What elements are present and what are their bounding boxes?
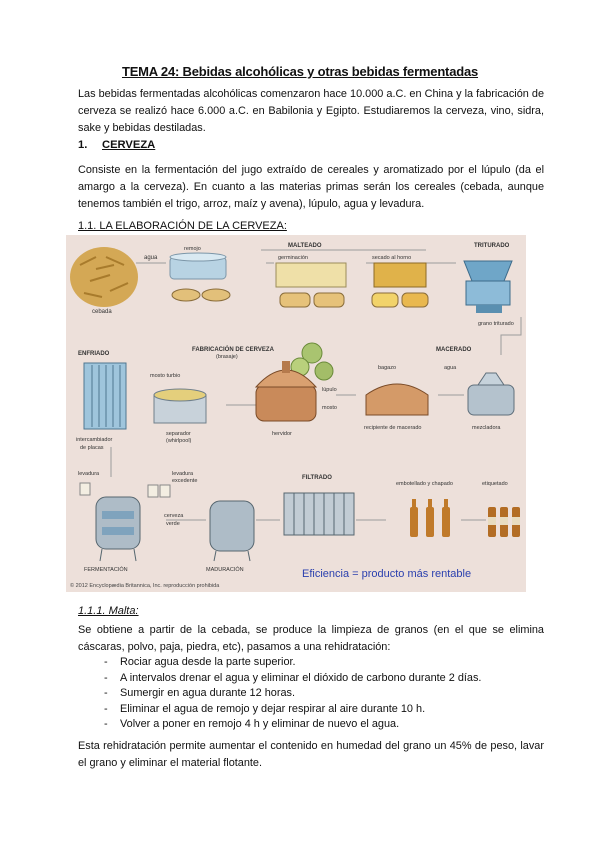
mixer-icon: [468, 373, 514, 415]
steeping-tanks-icon: [170, 253, 230, 301]
subsection-heading: 1.1. LA ELABORACIÓN DE LA CERVEZA:: [78, 220, 287, 232]
label-secado: secado al horno: [372, 255, 412, 261]
label-agua-macerado: agua: [444, 365, 457, 371]
label-agua: agua: [144, 255, 158, 261]
figure-copyright: © 2012 Encyclopædia Britannica, Inc. reproducción prohibida: [70, 583, 220, 589]
label-etiquetado: etiquetado: [482, 481, 508, 487]
maturation-tank-icon: [210, 501, 254, 561]
label-fermentacion: FERMENTACIÓN: [84, 567, 128, 573]
mash-tun-icon: [366, 384, 428, 415]
figure-eficiencia-note: Eficiencia = producto más rentable: [302, 568, 472, 580]
label-cerveza-verde-sub: verde: [166, 521, 180, 527]
step-text: A intervalos drenar el agua y eliminar el dióxido de carbono durante 2 días.: [120, 671, 482, 684]
yeast-cups-icon: [80, 483, 170, 497]
step-text: Sumergir en agua durante 12 horas.: [120, 687, 295, 700]
label-intercambiador: intercambiador: [76, 437, 113, 443]
label-levadura-excedente: levadura: [172, 471, 194, 477]
cerveza-paragraph: Consiste en la fermentación del jugo extraído de cereales y aromatizado por el lúpulo (da el amargo a la cerveza). En cuanto a las materias primas serán los cereales (cebada, aunque tenemos también el trigo, arroz, maíz y avena), lúpulo, agua y levadura.: [78, 164, 544, 211]
section-title: CERVEZA: [102, 139, 156, 151]
label-fabricacion-sub: (brasaje): [216, 354, 238, 360]
label-maduracion: MADURACIÓN: [206, 567, 244, 573]
section-heading-cerveza: [78, 139, 155, 151]
malta-steps-list: [78, 655, 481, 733]
step-text: Eliminar el agua de remojo y dejar respirar al aire durante 10 h.: [120, 702, 426, 715]
label-embotellado: embotellado y chapado: [396, 481, 453, 487]
malta-closing-paragraph: Esta rehidratación permite aumentar el contenido en humedad del grano un 45% de peso, lavar el grano y eliminar el material flotante.: [78, 740, 544, 770]
label-cerveza-verde: cerveza: [164, 513, 184, 519]
label-germinacion: germinación: [278, 255, 308, 261]
malta-paragraph: Se obtiene a partir de la cebada, se produce la limpieza de granos (en el que se elimina cáscaras, polvo, paja, piedra, etc), pasamos a una rehidratación:: [78, 624, 544, 654]
filter-press-icon: [284, 493, 354, 535]
mill-icon: [464, 261, 512, 313]
document-title: TEMA 24: Bebidas alcohólicas y otras bebidas fermentadas: [121, 64, 479, 79]
beer-process-diagram: [66, 235, 526, 592]
list-item: - Eliminar el agua de remojo y dejar respirar al aire durante 10 h.: [104, 702, 426, 715]
germination-trays-icon: [276, 263, 346, 307]
list-item: - A intervalos drenar el agua y eliminar el dióxido de carbono durante 2 días.: [104, 671, 482, 684]
label-recipiente: recipiente de macerado: [364, 425, 422, 431]
label-levadura-excedente-sub: excedente: [172, 478, 198, 484]
label-filtrado: FILTRADO: [302, 475, 332, 481]
label-macerado: MACERADO: [436, 347, 472, 353]
list-item: - Volver a poner en remojo 4 h y eliminar de nuevo el agua.: [104, 718, 400, 731]
label-malteado: MALTEADO: [288, 243, 322, 249]
label-enfriado: ENFRIADO: [78, 351, 110, 357]
intro-paragraph: Las bebidas fermentadas alcohólicas comenzaron hace 10.000 a.C. en China y la fabricación de cerveza se realizó hace 6.000 a.C. en Babilonia y Egipto. Estudiaremos la cerveza, vino, sidra, sake y bebidas destiladas.: [78, 88, 544, 135]
label-cebada: cebada: [92, 309, 112, 315]
label-mosto-turbio: mosto turbio: [150, 373, 181, 379]
label-grano-triturado: grano triturado: [478, 321, 514, 327]
label-intercambiador-sub: de placas: [80, 445, 104, 451]
label-triturado: TRITURADO: [474, 243, 510, 249]
plate-heat-exchanger-icon: [84, 363, 126, 429]
whirlpool-separator-icon: [154, 389, 206, 423]
label-remojo: remojo: [184, 246, 201, 252]
label-separador-sub: (whirlpool): [166, 438, 192, 444]
list-item: - Rociar agua desde la parte superior.: [104, 656, 296, 668]
bottles-icon: [410, 499, 450, 537]
barley-pile-icon: [70, 247, 138, 307]
label-levadura: levadura: [78, 471, 100, 477]
label-hervidor: hervidor: [272, 431, 292, 437]
label-bagazo: bagazo: [378, 365, 397, 371]
label-separador: separador: [166, 431, 191, 437]
labeled-bottles-icon: [488, 507, 520, 537]
kiln-trays-icon: [372, 263, 428, 307]
beer-process-figure: [66, 235, 526, 592]
list-item: - Sumergir en agua durante 12 horas.: [104, 687, 295, 700]
label-mosto: mosto: [322, 405, 337, 411]
label-lupulo: lúpulo: [322, 387, 337, 393]
label-fabricacion: FABRICACIÓN DE CERVEZA: [192, 347, 274, 353]
step-text: Volver a poner en remojo 4 h y eliminar de nuevo el agua.: [120, 718, 400, 731]
fermentation-tank-icon: [96, 497, 140, 561]
section-number: 1.: [78, 139, 88, 151]
malta-heading: 1.1.1. Malta:: [78, 605, 139, 617]
step-text: Rociar agua desde la parte superior.: [120, 656, 296, 668]
label-mezcladora: mezcladora: [472, 425, 501, 431]
